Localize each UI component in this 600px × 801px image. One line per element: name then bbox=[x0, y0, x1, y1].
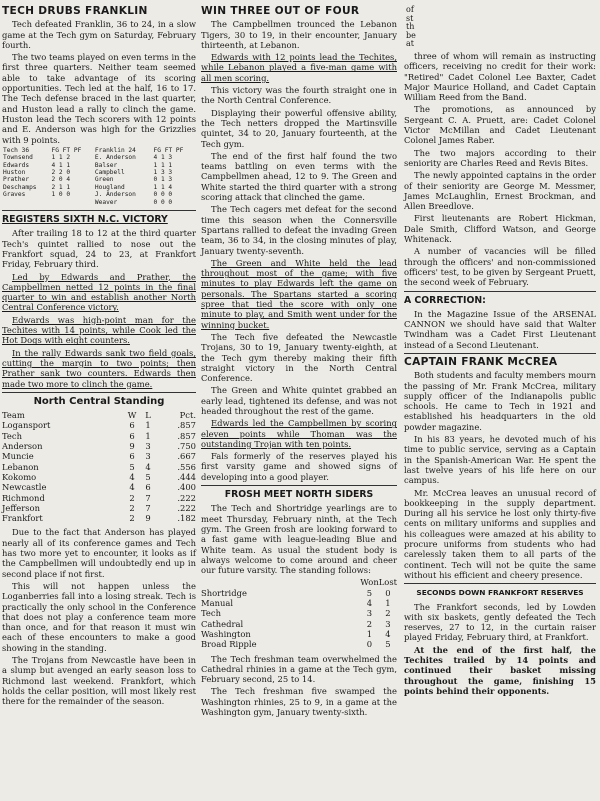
table-row: Kokomo 4 5 .444 bbox=[2, 471, 196, 482]
paragraph: The Tech freshman team overwhelmed the Cathedral rhinies in a game at the Tech gym, February second, 25 to 14. bbox=[201, 653, 397, 685]
paragraph: Displaying their powerful offensive ability, the Tech netters dropped the Martinsville quintet, 34 to 20, January fourteenth, at the Tech gym. bbox=[201, 107, 397, 149]
divider bbox=[201, 485, 397, 486]
headline-win-three-out-of-four: WIN THREE OUT OF FOUR bbox=[201, 5, 360, 17]
paragraph: The end of the first half found the two teams battling on even terms with the Campbellmen ahead, 12 to 9. The Green and White started the third quarter with a strong scoring attack that clinched the game. bbox=[201, 150, 397, 203]
paragraph: At the end of the first half, the Techites trailed by 14 points and continued their basket missing throughout the game, finishing 15 points behind their opponents. bbox=[404, 644, 596, 696]
paragraph: The Tech cagers met defeat for the second time this season when the Connersville Spartans rallied to defeat the invading Green team, 36 to 34, in the closing minutes of play, January twenty-seventh. bbox=[201, 204, 397, 256]
paragraph: This will not happen unless the Loganberries fall into a losing streak. Tech is practically the only school in the Conference that does not play a conference team more than once, and for that reason it must win each of these encounters to make a good showing in the standing. bbox=[2, 580, 196, 653]
standing-table bbox=[2, 410, 196, 523]
box-score-table bbox=[2, 147, 196, 206]
divider bbox=[404, 353, 596, 354]
table-row: Broad Ripple 0 5 bbox=[201, 639, 391, 650]
headline-tech-drubs-franklin: TECH DRUBS FRANKLIN bbox=[2, 5, 148, 17]
paragraph: The Campbellmen trounced the Lebanon Tigers, 30 to 19, in their encounter, January thirteenth, at Lebanon. bbox=[201, 19, 397, 50]
divider bbox=[2, 392, 196, 393]
paragraph: The Green and White quintet grabbed an early lead, tightened its defense, and was not headed throughout the rest of the game. bbox=[201, 385, 397, 416]
paragraph: This victory was the fourth straight one in the North Central Conference. bbox=[201, 85, 397, 106]
column-2 bbox=[201, 6, 397, 719]
table-row: Washington 1 4 bbox=[201, 628, 391, 639]
box-right-team: Franklin 24 bbox=[94, 146, 136, 154]
box-score-header bbox=[2, 147, 196, 154]
table-row: Prather 2 0 4 Green 0 1 3 bbox=[3, 176, 173, 184]
paragraph: The Trojans from Newcastle have been in a slump but avenged an early season loss to Richmond last weekend. Frankfort, which holds the cellar position, will most likely rest there for the remainder of the season. bbox=[2, 654, 196, 707]
table-row: Newcastle 4 6 .400 bbox=[2, 482, 196, 493]
paragraph: three of whom will remain as instructing officers, receiving no credit for their work: "Retired" Cadet Colonel Lee Baxter, Cadet Major Maurice Holland, and Cadet Captain William Reed from the Band. bbox=[404, 50, 596, 103]
paragraph: A number of vacancies will be filled through the officers' and non-commissioned officers' test, to be given by Sergeant Pruett, the second week of February. bbox=[404, 246, 596, 288]
paragraph: Edwards with 12 points lead the Techites, while Lebanon played a five-man game with all men scoring. bbox=[201, 52, 397, 83]
paragraph: The Frankfort seconds, led by Lowden with six baskets, gently defeated the Tech reserves, 27 to 12, in the curtain raiser played Friday, February third, at Frankfort. bbox=[404, 601, 596, 643]
table-row: Shortridge 5 0 bbox=[201, 587, 391, 598]
table-header-row: Team W L Pct. bbox=[2, 410, 196, 421]
headline-correction: A CORRECTION: bbox=[404, 294, 486, 306]
divider bbox=[404, 291, 596, 292]
headline-north-central-standing: North Central Standing bbox=[33, 395, 165, 407]
paragraph: The newly appointed captains in the order of their seniority are George M. Messmer, James McLaughlin, Ernest Brockman, and Allen Breedlove. bbox=[404, 170, 596, 212]
table-row: Townsend 1 1 2 E. Anderson 4 1 3 bbox=[3, 154, 173, 162]
paragraph: Led by Edwards and Prather, the Campbellmen netted 12 points in the final quarter to win and establish another North Central Conference victory. bbox=[2, 271, 196, 313]
paragraph: Mr. McCrea leaves an unusual record of bookkeeping in the supply department. During all his service he lost only thirty-five cents on military uniforms and supplies and his colleagues were amazed at his ability to procure uniforms from students who had carelessly taken them to all parts of the continent. Tech will not be quite the same without his efficient and cheery presence. bbox=[404, 487, 596, 580]
headline-frosh-meet-north-siders: FROSH MEET NORTH SIDERS bbox=[224, 489, 374, 501]
table-row: Muncie 6 3 .667 bbox=[2, 451, 196, 462]
table-row: Huston 2 2 0 Campbell 1 3 3 bbox=[3, 169, 173, 177]
paragraph: Fals formerly of the reserves played his first varsity game and showed signs of developing into a good player. bbox=[201, 451, 397, 482]
paragraph: In the Magazine Issue of the ARSENAL CANNON we should have said that Walter Twindham was a Cadet First Lieutenant instead of a Second Lieutenant. bbox=[404, 308, 596, 350]
paragraph: Edwards was high-point man for the Techites with 14 points, while Cook led the Hot Dogs with eight counters. bbox=[2, 314, 196, 346]
paragraph: The two majors according to their seniority are Charles Reed and Revis Bites. bbox=[404, 147, 596, 168]
table-row: Graves 1 0 0 J. Anderson 0 0 0 bbox=[3, 191, 173, 199]
divider bbox=[404, 583, 596, 584]
paragraph: The promotions, as announced by Sergeant C. A. Pruett, are: Cadet Colonel Victor McMillan and Cadet Lieutenant Colonel James Raber. bbox=[404, 104, 596, 146]
paragraph: Due to the fact that Anderson has played nearly all of its conference games and Tech has two more yet to encounter, it looks as if the Campbellmen will undoubtedly end up in second place if not first. bbox=[2, 527, 196, 579]
table-row: Lebanon 5 4 .556 bbox=[2, 461, 196, 472]
column-1 bbox=[2, 6, 196, 708]
headline-captain-frank-mccrea: CAPTAIN FRANK McCREA bbox=[404, 355, 558, 368]
table-row: Edwards 4 1 1 Balser 1 1 1 bbox=[3, 161, 173, 169]
paragraph: The Tech five defeated the Newcastle Trojans, 30 to 19, January twenty-eighth, at the Tech gym thereby making their fifth straight victory in the North Central Conference. bbox=[201, 331, 397, 384]
table-row: Logansport 6 1 .857 bbox=[2, 420, 196, 431]
table-row: Richmond 2 7 .222 bbox=[2, 492, 196, 503]
table-row: Anderson 9 3 .750 bbox=[2, 441, 196, 452]
box-cols: FG FT PF bbox=[51, 146, 82, 154]
box-cols: FG FT PF bbox=[153, 146, 184, 154]
paragraph: In his 83 years, he devoted much of his time to public service, serving as a Captain in the Spanish-American War. He spent the last twelve years of his life here on our campus. bbox=[404, 434, 596, 486]
table-row: Tech 3 2 bbox=[201, 608, 391, 619]
paragraph: The two teams played on even terms in the first three quarters. Neither team seemed able to take advantage of its scoring opportunities. Tech led at the half, 16 to 17. The Tech defense braced in the last quarter, and Huston lead a rally to clinch the game. Huston lead the Tech scorers with 12 points and E. Anderson was high for the Grizzlies with 9 points. bbox=[2, 52, 196, 145]
table-row: Tech 6 1 .857 bbox=[2, 430, 196, 441]
table-header-row: Won Lost bbox=[360, 577, 397, 588]
paragraph: After trailing 18 to 12 at the third quarter Tech's quintet rallied to nose out the Frankfort squad, 24 to 23, at Frankfort Friday, February third. bbox=[2, 228, 196, 270]
table-row: Frankfort 2 9 .182 bbox=[2, 513, 196, 524]
paragraph: Both students and faculty members mourn the passing of Mr. Frank McCrea, military supply officer of the Indianapolis public schools. He came to Tech in 1921 and established his headquarters in the old powder magazine. bbox=[404, 370, 596, 432]
table-row: Weaver 0 0 0 bbox=[94, 198, 173, 206]
paragraph: In the rally Edwards sank two field goals, cutting the margin to two points; then Prather sank two counters. Edwards then made two more to clinch the game. bbox=[2, 347, 196, 389]
headline-registers-sixth: REGISTERS SIXTH N.C. VICTORY bbox=[2, 214, 168, 226]
box-left-team: Tech 36 bbox=[3, 146, 30, 154]
divider bbox=[2, 210, 196, 211]
paragraph: The Tech and Shortridge yearlings are to meet Thursday, February ninth, at the Tech gym. The Green frosh are looking forward to a fast game with league-leading Blue and White team. As usual the student body is always welcome to come around and cheer our future varsity. The standing follows: bbox=[201, 503, 397, 576]
table-row: Cathedral 2 3 bbox=[201, 618, 391, 629]
paragraph: First lieutenants are Robert Hickman, Dale Smith, Clifford Watson, and George Whitenack. bbox=[404, 213, 596, 245]
headline-seconds-down-frankfort: SECONDS DOWN FRANKFORT RESERVES bbox=[416, 588, 584, 598]
paragraph: Edwards led the Campbellmen by scoring eleven points while Thoman was the outstanding Trojan with ten points. bbox=[201, 418, 397, 449]
paragraph: The Tech freshman five swamped the Washington rhinies, 25 to 9, in a game at the Washington gym, January twenty-sixth. bbox=[201, 686, 397, 717]
column-3 bbox=[404, 6, 596, 698]
paragraph: Tech defeated Franklin, 36 to 24, in a slow game at the Tech gym on Saturday, February fourth. bbox=[2, 19, 196, 50]
torn-fragments: of st th be at bbox=[406, 5, 416, 49]
table-row: Jefferson 2 7 .222 bbox=[2, 502, 196, 513]
frosh-standing-table bbox=[201, 577, 397, 649]
table-row: Deschamps 2 1 1 Hougland 1 1 4 bbox=[3, 183, 173, 191]
paragraph: The Green and White held the lead throughout most of the game; with five minutes to play Edwards left the game on personals. The Spartans started a scoring spree that tied the score with only one minute to play, and Smith went under for the winning bucket. bbox=[201, 257, 397, 330]
table-row: Manual 4 1 bbox=[201, 598, 391, 609]
